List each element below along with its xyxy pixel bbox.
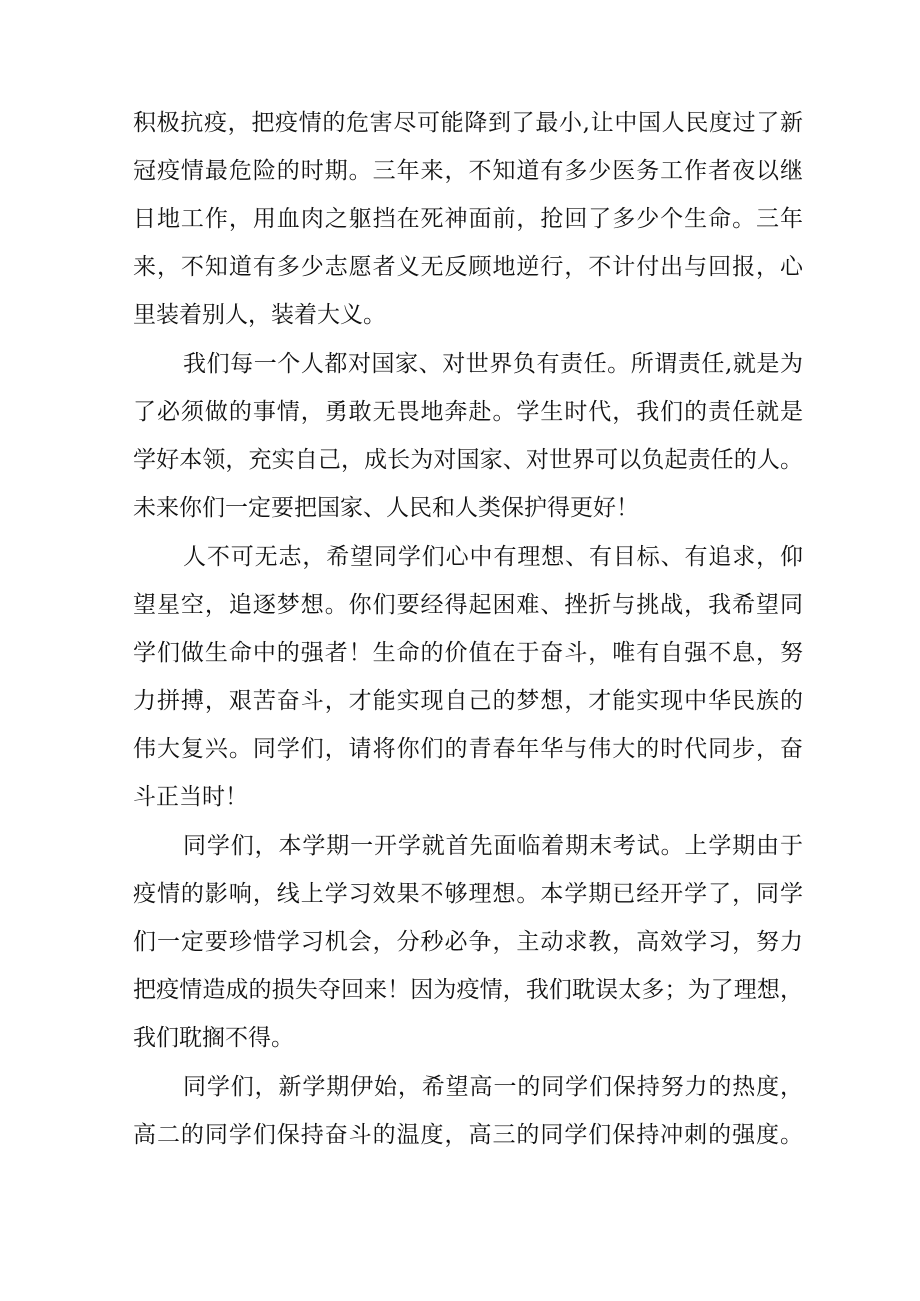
paragraph-line: 同学们，本学期一开学就首先面临着期末考试。上学期由于: [183, 833, 803, 859]
paragraph-line: 斗正当时！: [133, 784, 248, 810]
paragraph-line: 学们做生命中的强者！生命的价值在于奋斗，唯有自强不息，努: [133, 640, 803, 666]
paragraph-4: [133, 829, 803, 1070]
paragraph-line: 力拼搏，艰苦奋斗，才能实现自己的梦想，才能实现中华民族的: [133, 688, 803, 714]
paragraph-line: 日地工作，用血肉之躯挡在死神面前，抢回了多少个生命。三年: [133, 206, 803, 232]
paragraph-line: 望星空，追逐梦想。你们要经得起困难、挫折与挑战，我希望同: [133, 592, 803, 618]
paragraph-2: [133, 347, 803, 540]
paragraph-line: 们一定要珍惜学习机会，分秒必争，主动求教，高效学习，努力: [133, 929, 803, 955]
paragraph-line: 来，不知道有多少志愿者义无反顾地逆行，不计付出与回报，心: [133, 254, 803, 280]
paragraph-line: 冠疫情最危险的时期。三年来，不知道有多少医务工作者夜以继: [133, 158, 803, 184]
paragraph-line: 伟大复兴。同学们，请将你们的青春年华与伟大的时代同步，奋: [133, 736, 803, 762]
paragraph-line: 积极抗疫，把疫情的危害尽可能降到了最小,让中国人民度过了新: [133, 110, 803, 136]
paragraph-line: 我们耽搁不得。: [133, 1025, 294, 1051]
paragraph-3: [133, 540, 803, 829]
paragraph-line: 人不可无志，希望同学们心中有理想、有目标、有追求，仰: [183, 544, 803, 570]
paragraph-1: [133, 106, 803, 347]
paragraph-line: 高二的同学们保持奋斗的温度，高三的同学们保持冲刺的强度。: [133, 1122, 803, 1148]
paragraph-line: 了必须做的事情，勇敢无畏地奔赴。学生时代，我们的责任就是: [133, 399, 803, 425]
paragraph-line: 疫情的影响，线上学习效果不够理想。本学期已经开学了，同学: [133, 881, 803, 907]
paragraph-line: 未来你们一定要把国家、人民和人类保护得更好！: [133, 495, 639, 521]
paragraph-line: 学好本领，充实自己，成长为对国家、对世界可以负起责任的人。: [133, 447, 803, 473]
paragraph-line: 我们每一个人都对国家、对世界负有责任。所谓责任,就是为: [183, 351, 803, 377]
paragraph-line: 把疫情造成的损失夺回来！因为疫情，我们耽误太多；为了理想，: [133, 977, 803, 1003]
document-body: [133, 106, 803, 1153]
paragraph-line: 同学们，新学期伊始，希望高一的同学们保持努力的热度，: [183, 1074, 803, 1100]
paragraph-5: [133, 1070, 803, 1153]
paragraph-line: 里装着别人，装着大义。: [133, 302, 386, 328]
